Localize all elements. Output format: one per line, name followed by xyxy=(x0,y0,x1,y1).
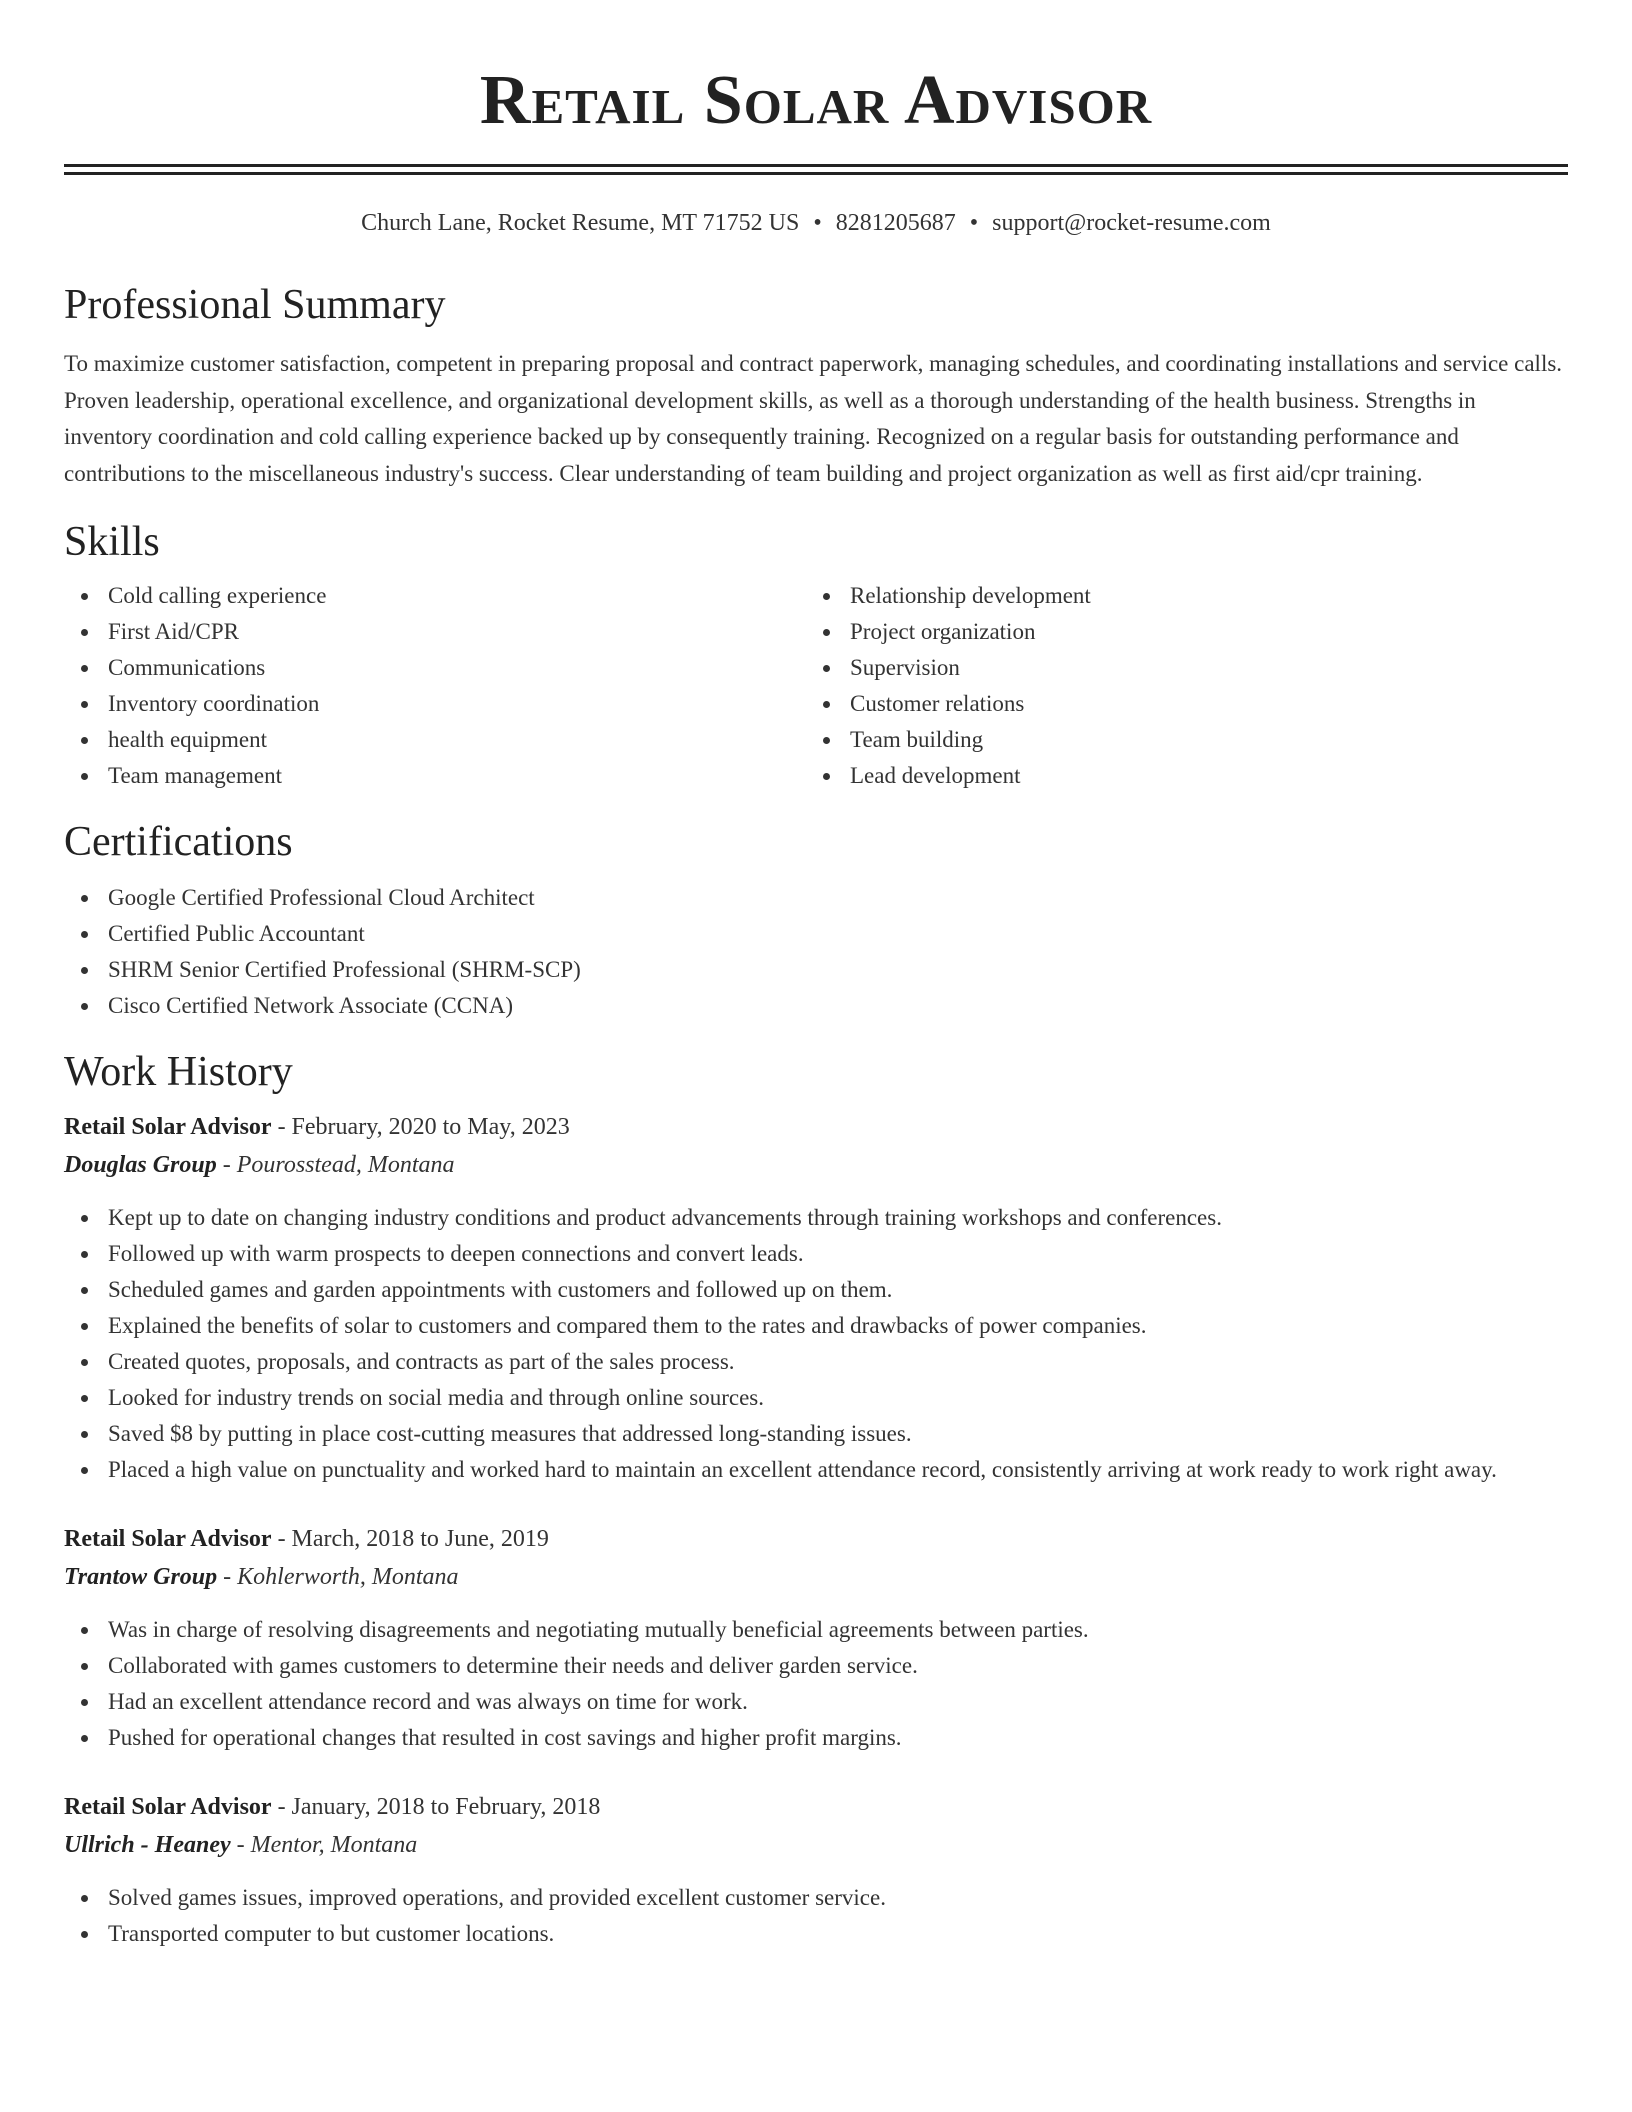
skill-item: health equipment xyxy=(64,722,806,758)
skill-item: Lead development xyxy=(806,758,1548,794)
job-duty-item: Pushed for operational changes that resulted in cost savings and higher profit margins. xyxy=(64,1720,1568,1756)
job-entry xyxy=(64,1520,1568,1756)
job-company: Douglas Group xyxy=(64,1152,217,1178)
job-duties-list xyxy=(64,1880,1568,1952)
certifications-list xyxy=(64,880,1568,1024)
job-title: Retail Solar Advisor xyxy=(64,1114,272,1140)
job-company-line xyxy=(64,1826,1568,1864)
job-duty-item: Created quotes, proposals, and contracts as part of the sales process. xyxy=(64,1344,1568,1380)
job-entry xyxy=(64,1108,1568,1488)
skills-grid xyxy=(64,578,1568,794)
job-dates: - February, 2020 to May, 2023 xyxy=(271,1114,570,1140)
job-duty-item: Saved $8 by putting in place cost-cutting measures that addressed long-standing issues. xyxy=(64,1416,1568,1452)
contact-email: support@rocket-resume.com xyxy=(992,210,1271,236)
summary-heading: Professional Summary xyxy=(64,282,446,328)
job-dates: - January, 2018 to February, 2018 xyxy=(271,1794,601,1820)
job-duty-item: Transported computer to but customer locations. xyxy=(64,1916,1568,1952)
job-dates: - March, 2018 to June, 2019 xyxy=(271,1526,549,1552)
job-location: - Mentor, Montana xyxy=(230,1832,418,1858)
skill-item: Team management xyxy=(64,758,806,794)
job-duty-item: Solved games issues, improved operations, and provided excellent customer service. xyxy=(64,1880,1568,1916)
skills-column-left xyxy=(64,578,806,794)
job-location: - Pourosstead, Montana xyxy=(216,1152,455,1178)
skill-item: Cold calling experience xyxy=(64,578,806,614)
job-duty-item: Followed up with warm prospects to deepen connections and convert leads. xyxy=(64,1236,1568,1272)
contact-phone: 8281205687 xyxy=(835,210,956,236)
job-duty-item: Looked for industry trends on social media and through online sources. xyxy=(64,1380,1568,1416)
certification-item: Cisco Certified Network Associate (CCNA) xyxy=(64,988,1568,1024)
job-duty-item: Collaborated with games customers to determine their needs and deliver garden service. xyxy=(64,1648,1568,1684)
skill-item: Team building xyxy=(806,722,1548,758)
certification-item: SHRM Senior Certified Professional (SHRM-SCP) xyxy=(64,952,1568,988)
skill-item: Relationship development xyxy=(806,578,1548,614)
job-duty-item: Scheduled games and garden appointments with customers and followed up on them. xyxy=(64,1272,1568,1308)
job-company: Ullrich - Heaney xyxy=(64,1832,231,1858)
work-history-heading: Work History xyxy=(64,1049,293,1095)
job-title: Retail Solar Advisor xyxy=(64,1526,272,1552)
job-duty-item: Explained the benefits of solar to customers and compared them to the rates and drawbacks of power companies. xyxy=(64,1308,1568,1344)
job-title-line xyxy=(64,1788,1568,1826)
job-duties-list xyxy=(64,1612,1568,1756)
skill-item: First Aid/CPR xyxy=(64,614,806,650)
job-company: Trantow Group xyxy=(64,1564,218,1590)
job-duty-item: Placed a high value on punctuality and worked hard to maintain an excellent attendance record, consistently arriving at work ready to work right away. xyxy=(64,1452,1568,1488)
job-company-line xyxy=(64,1558,1568,1596)
job-company-line xyxy=(64,1146,1568,1184)
job-title-line xyxy=(64,1108,1568,1146)
job-duties-list xyxy=(64,1200,1568,1488)
job-title-line xyxy=(64,1520,1568,1558)
job-entry xyxy=(64,1788,1568,1952)
contact-line xyxy=(64,207,1568,239)
certifications-heading: Certifications xyxy=(64,819,293,865)
skill-item: Supervision xyxy=(806,650,1548,686)
job-location: - Kohlerworth, Montana xyxy=(217,1564,459,1590)
resume-page xyxy=(64,0,1568,1952)
skill-item: Communications xyxy=(64,650,806,686)
skill-item: Inventory coordination xyxy=(64,686,806,722)
certification-item: Certified Public Accountant xyxy=(64,916,1568,952)
skills-heading: Skills xyxy=(64,519,160,565)
skill-item: Project organization xyxy=(806,614,1548,650)
title-divider-top xyxy=(64,164,1568,167)
skill-item: Customer relations xyxy=(806,686,1548,722)
job-duty-item: Had an excellent attendance record and was always on time for work. xyxy=(64,1684,1568,1720)
contact-address: Church Lane, Rocket Resume, MT 71752 US xyxy=(361,210,800,236)
job-duty-item: Kept up to date on changing industry conditions and product advancements through training workshops and conferences. xyxy=(64,1200,1568,1236)
job-title: Retail Solar Advisor xyxy=(64,1794,272,1820)
resume-title: Retail Solar Advisor xyxy=(479,62,1153,139)
contact-separator: • xyxy=(813,210,822,236)
skills-column-right xyxy=(806,578,1548,794)
certification-item: Google Certified Professional Cloud Architect xyxy=(64,880,1568,916)
job-duty-item: Was in charge of resolving disagreements and negotiating mutually beneficial agreements between parties. xyxy=(64,1612,1568,1648)
summary-text: To maximize customer satisfaction, competent in preparing proposal and contract paperwork, managing schedules, and coordinating installations and service calls. Proven leadership, operational excellence, and organizational development skills, as well as a thorough understanding of the health business. Strengths in inventory coordination and cold calling experience backed up by consequently training. Recognized on a regular basis for outstanding performance and contributions to the miscellaneous industry's success. Clear understanding of team building and project organization as well as first aid/cpr training. xyxy=(64,351,1563,486)
contact-separator: • xyxy=(969,210,979,236)
title-divider-bottom xyxy=(64,172,1568,175)
